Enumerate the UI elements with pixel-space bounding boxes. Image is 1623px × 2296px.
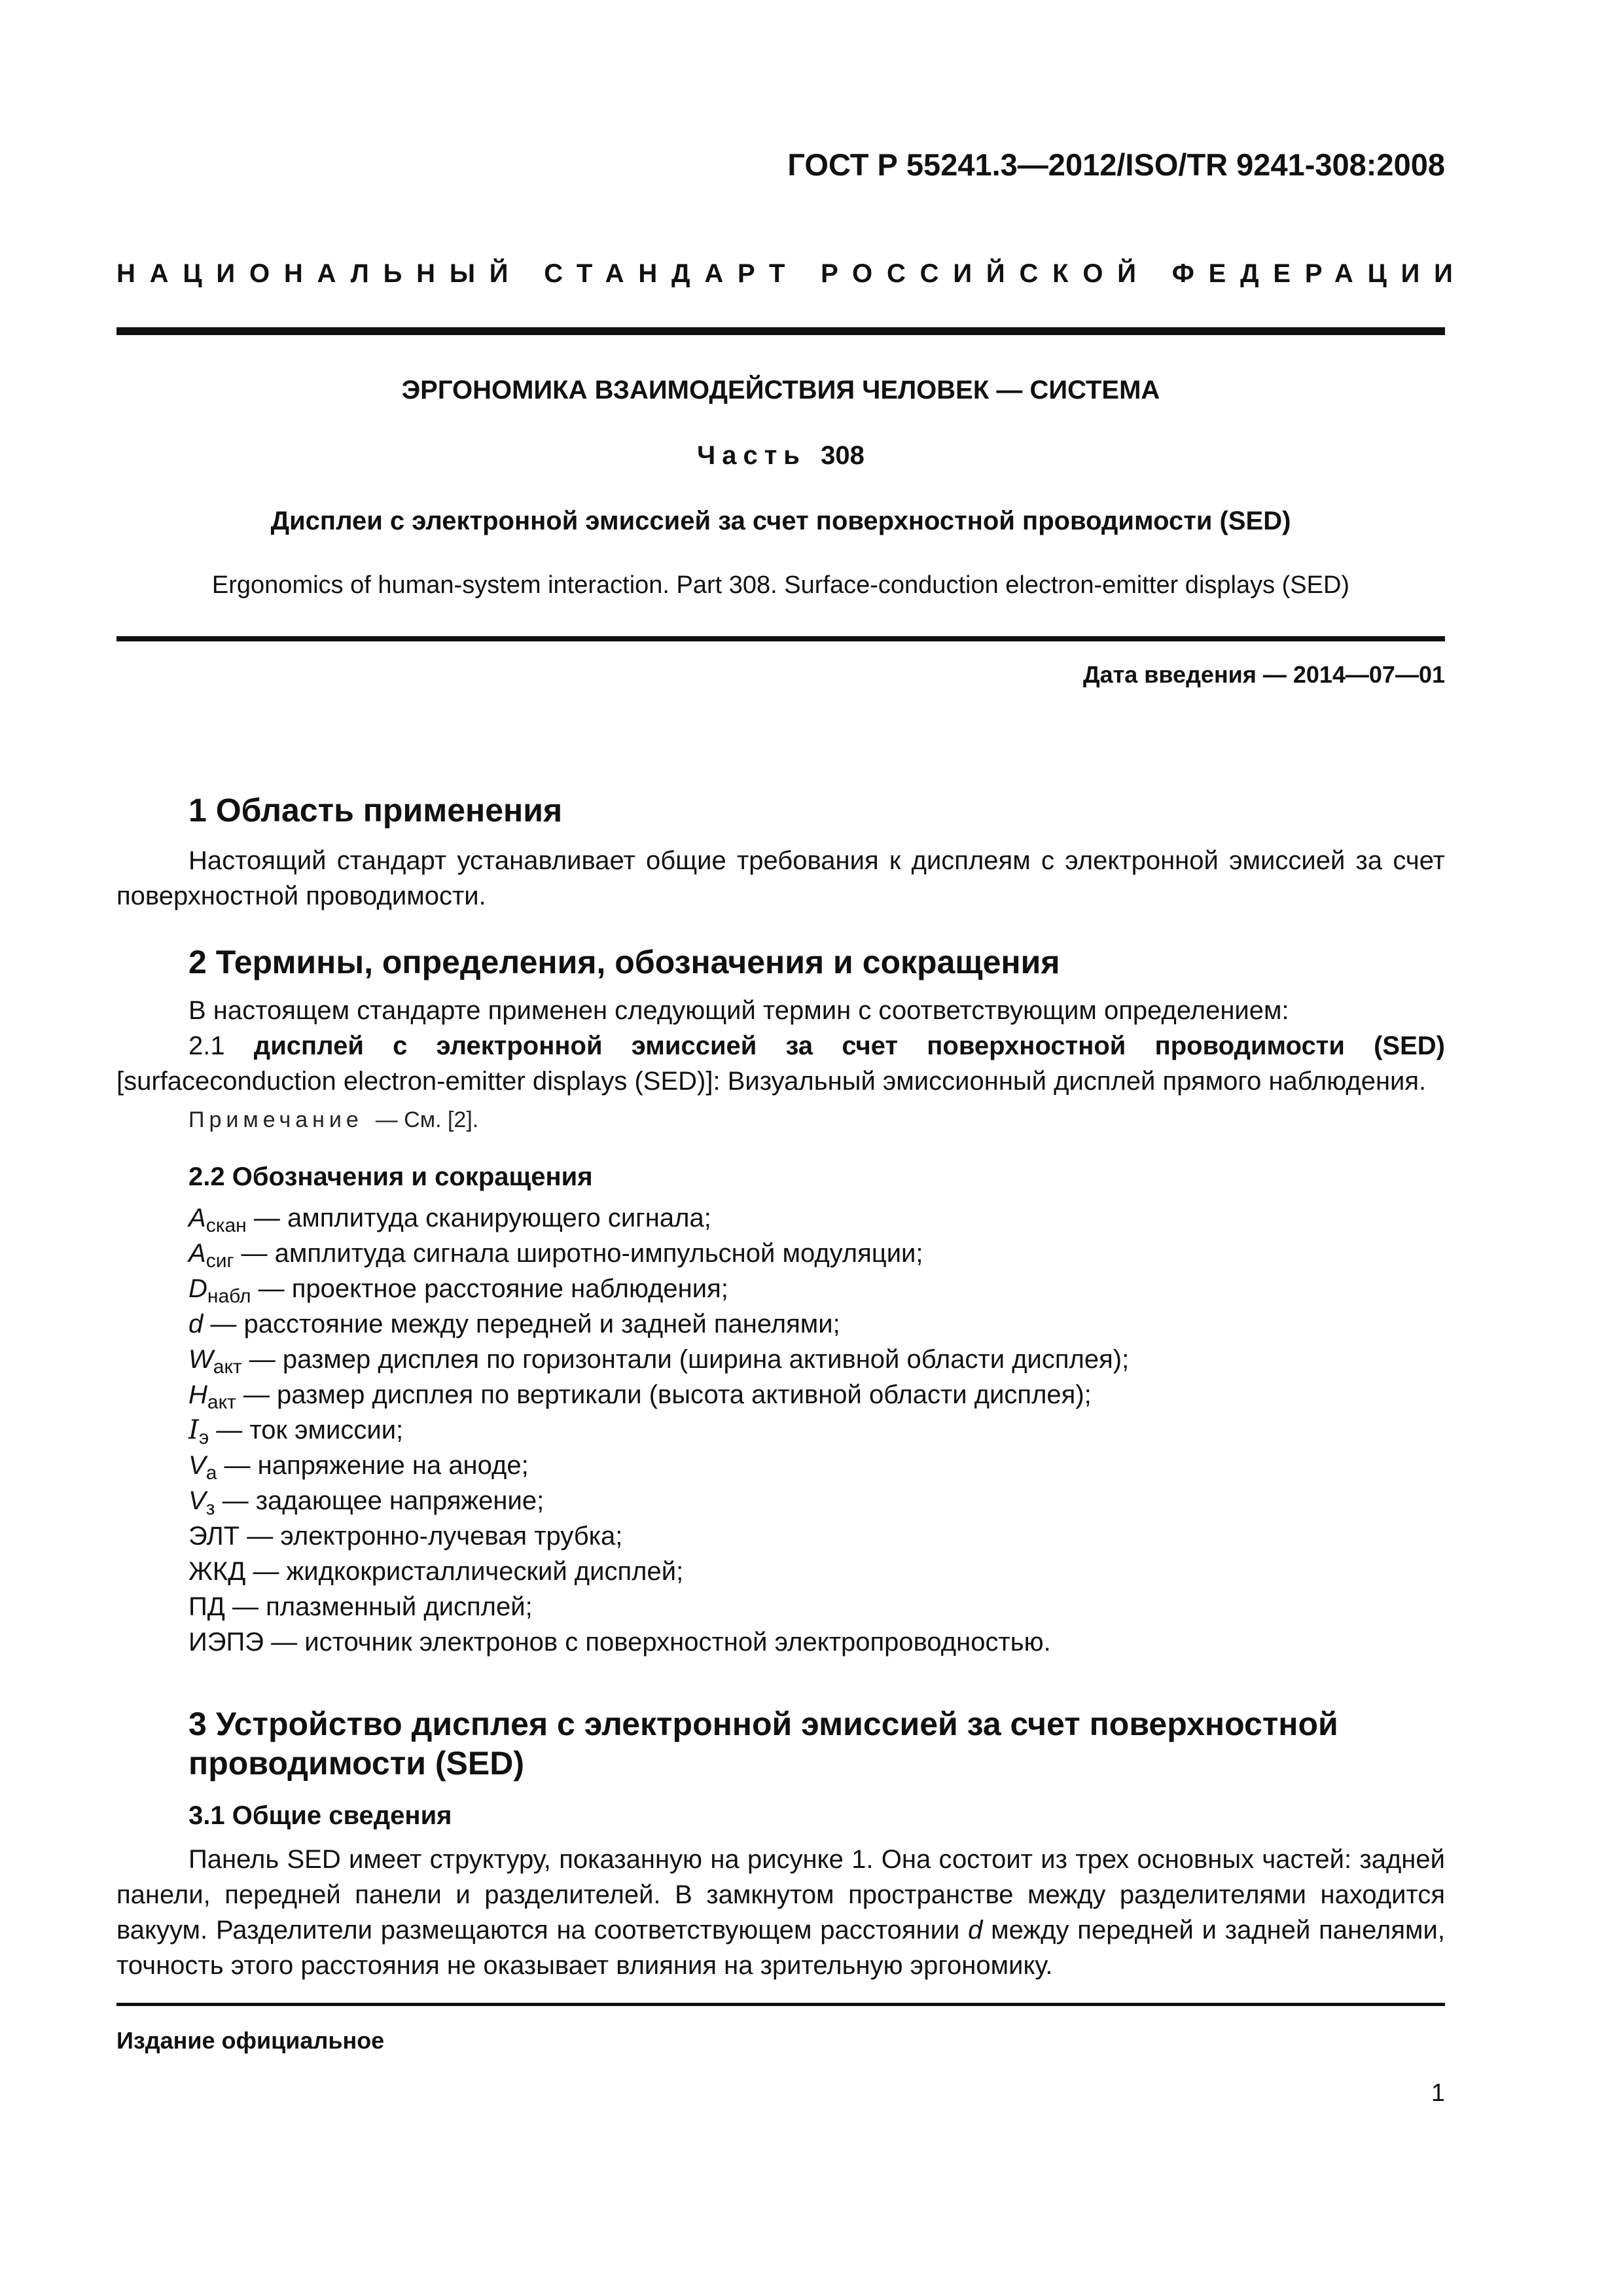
symbol-subscript: сиг bbox=[205, 1250, 234, 1272]
symbol-subscript: а bbox=[205, 1462, 217, 1484]
paragraph-text-part1: Панель SED имеет структуру, показанную на рисунке 1. Она состоит из трех основных частей: задней панели, передней панели и разделителей. В замкнутом пространстве между разделителями находится вакуум. Разделители размещаются на соответствующем расстоянии bbox=[116, 1845, 1445, 1945]
symbol-subscript: акт bbox=[207, 1391, 236, 1413]
symbol-item bbox=[188, 1412, 403, 1448]
note-text: — См. [2]. bbox=[375, 1107, 479, 1132]
introduction-date: Дата введения — 2014—07—01 bbox=[1082, 661, 1445, 688]
symbol-letter: A bbox=[188, 1204, 206, 1232]
symbol-letter: V bbox=[188, 1451, 206, 1480]
section-3-heading-line2: проводимости (SED) bbox=[188, 1745, 524, 1782]
symbol-subscript: з bbox=[205, 1498, 215, 1519]
symbol-subscript: акт bbox=[213, 1356, 242, 1378]
symbol-item bbox=[188, 1306, 840, 1342]
standard-designation: ГОСТ Р 55241.3—2012/ISO/TR 9241-308:2008 bbox=[787, 147, 1445, 182]
symbol-letter: H bbox=[188, 1380, 207, 1409]
abbreviation-item: ИЭПЭ — источник электронов с поверхностной электропроводностью. bbox=[188, 1628, 1051, 1657]
section-1-text: Настоящий стандарт устанавливает общие требования к дисплеям с электронной эмиссией за счет поверхностной проводимости. bbox=[116, 846, 1445, 910]
symbol-description: — задающее напряжение; bbox=[222, 1486, 544, 1515]
distance-symbol: d bbox=[968, 1916, 983, 1945]
symbol-item bbox=[188, 1448, 529, 1483]
general-info-heading: 3.1 Общие сведения bbox=[188, 1801, 452, 1830]
symbol-item bbox=[188, 1236, 923, 1271]
document-title: ЭРГОНОМИКА ВЗАИМОДЕЙСТВИЯ ЧЕЛОВЕК — СИСТЕМА bbox=[401, 376, 1160, 404]
title-rule bbox=[116, 636, 1445, 641]
part-line bbox=[116, 439, 1445, 473]
abbreviation-item: ПД — плазменный дисплей; bbox=[188, 1592, 533, 1621]
symbol-letter: I bbox=[188, 1415, 199, 1445]
symbol-letter: d bbox=[188, 1310, 204, 1338]
symbol-item bbox=[188, 1342, 1129, 1377]
paragraph-text-part2: между передней и задней панелями, точность этого расстояния не оказывает влияния на зрительную эргономику. bbox=[116, 1916, 1445, 1980]
symbol-description: — амплитуда сканирующего сигнала; bbox=[253, 1204, 711, 1232]
symbol-letter: V bbox=[188, 1486, 206, 1515]
official-edition: Издание официальное bbox=[116, 2027, 385, 2054]
section-3-paragraph bbox=[116, 1842, 1445, 1983]
symbol-item bbox=[188, 1271, 728, 1306]
note bbox=[188, 1104, 478, 1136]
term-definition bbox=[116, 1028, 1445, 1099]
symbols-heading: 2.2 Обозначения и сокращения bbox=[188, 1162, 593, 1191]
section-2-heading: 2 Термины, определения, обозначения и сокращения bbox=[188, 944, 1060, 980]
abbreviation-item: ЭЛТ — электронно-лучевая трубка; bbox=[188, 1522, 623, 1551]
symbol-item bbox=[188, 1483, 544, 1518]
page-number: 1 bbox=[1431, 2079, 1445, 2107]
symbol-description: — расстояние между передней и задней панелями; bbox=[210, 1310, 840, 1338]
term-english-and-definition: [surfaceconduction electron-emitter displays (SED)]: Визуальный эмиссионный дисплей прямого наблюдения. bbox=[116, 1067, 1427, 1096]
section-3-heading-line1: 3 Устройство дисплея с электронной эмиссией за счет поверхностной bbox=[188, 1706, 1338, 1742]
national-standard-heading: НАЦИОНАЛЬНЫЙ СТАНДАРТ РОССИЙСКОЙ ФЕДЕРАЦИИ bbox=[116, 259, 1467, 288]
note-label: Примечание bbox=[188, 1107, 363, 1132]
english-title: Ergonomics of human-system interaction. Part 308. Surface-conduction electron-emitter displays (SED) bbox=[211, 571, 1350, 599]
symbol-item bbox=[188, 1200, 711, 1236]
section-3-heading bbox=[188, 1704, 1445, 1783]
section-1-heading: 1 Область применения bbox=[188, 792, 563, 829]
symbol-description: — ток эмиссии; bbox=[216, 1416, 404, 1444]
part-number: 308 bbox=[821, 441, 865, 470]
document-subtitle: Дисплеи с электронной эмиссией за счет поверхностной проводимости (SED) bbox=[270, 507, 1291, 535]
section-2-intro: В настоящем стандарте применен следующий термин с соответствующим определением: bbox=[188, 996, 1289, 1025]
symbol-subscript: набл bbox=[207, 1285, 251, 1307]
symbol-description: — напряжение на аноде; bbox=[224, 1451, 529, 1480]
symbol-letter: W bbox=[188, 1345, 213, 1374]
symbol-description: — размер дисплея по горизонтали (ширина активной области дисплея); bbox=[249, 1345, 1130, 1374]
symbol-letter: D bbox=[188, 1274, 207, 1303]
footer-rule bbox=[116, 2003, 1445, 2006]
symbol-subscript: э bbox=[198, 1427, 209, 1448]
symbol-subscript: скан bbox=[205, 1215, 247, 1236]
symbol-description: — амплитуда сигнала широтно-импульсной модуляции; bbox=[241, 1239, 923, 1268]
header-rule bbox=[116, 327, 1445, 335]
symbol-letter: A bbox=[188, 1239, 206, 1268]
symbol-description: — проектное расстояние наблюдения; bbox=[258, 1274, 728, 1303]
symbol-description: — размер дисплея по вертикали (высота активной области дисплея); bbox=[243, 1380, 1092, 1409]
term-name: дисплей с электронной эмиссией за счет поверхностной проводимости (SED) bbox=[253, 1031, 1445, 1060]
part-label: Часть bbox=[697, 441, 806, 470]
term-number: 2.1 bbox=[188, 1031, 225, 1060]
abbreviation-item: ЖКД — жидкокристаллический дисплей; bbox=[188, 1557, 684, 1586]
symbol-item bbox=[188, 1377, 1092, 1412]
